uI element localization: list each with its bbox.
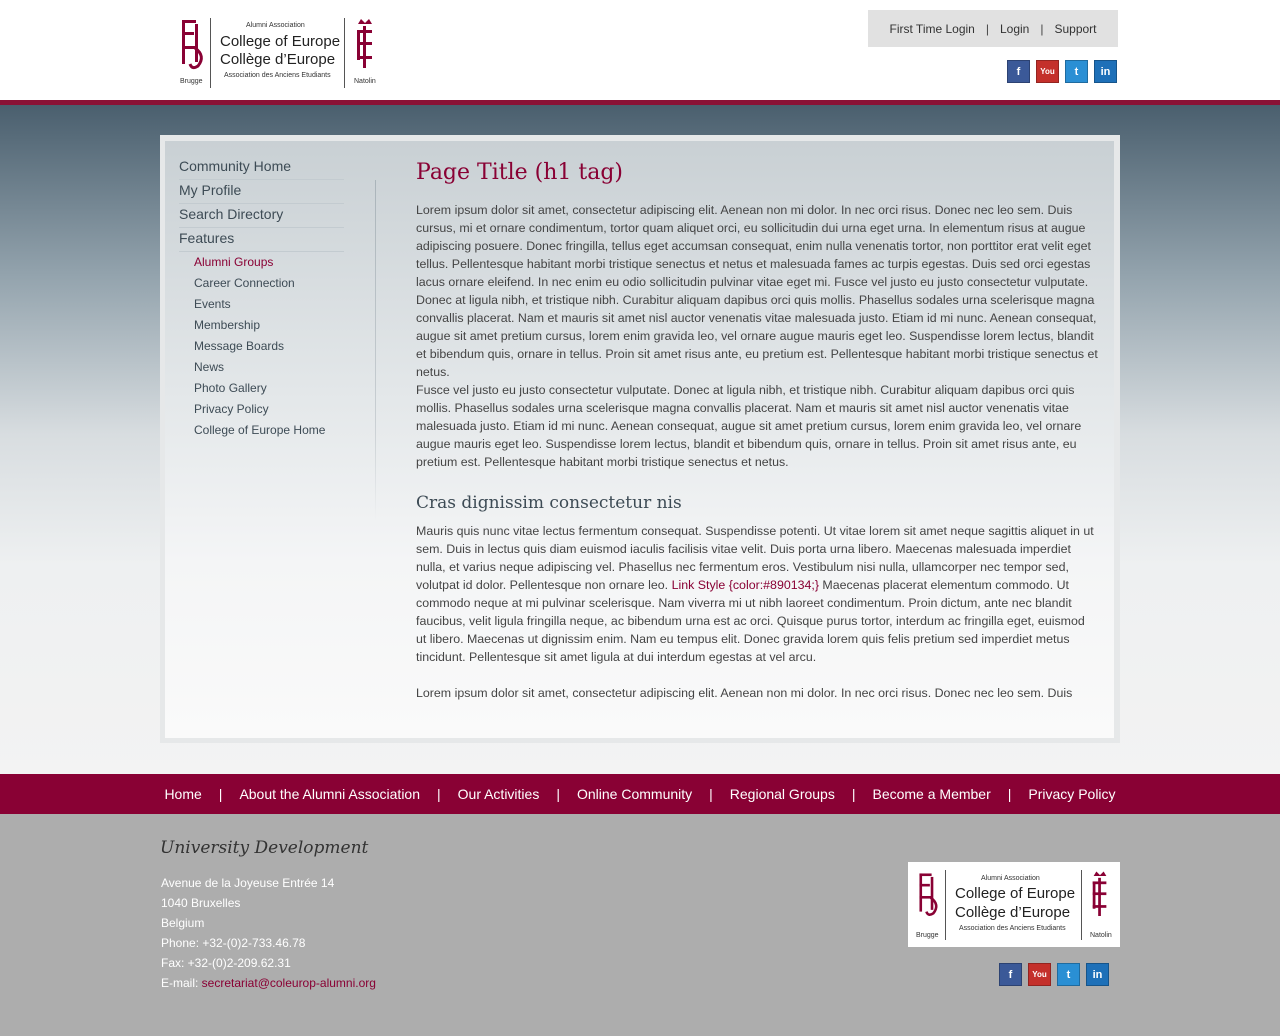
logo-divider bbox=[210, 18, 211, 88]
body-paragraph: Lorem ipsum dolor sit amet, consectetur adipiscing elit. Aenean non mi dolor. In nec orci risus. Donec nec leo sem. Duis bbox=[416, 686, 1073, 700]
logo-natolin-label: Natolin bbox=[354, 78, 376, 85]
address-email-row bbox=[161, 973, 376, 993]
footer-link-regional-groups[interactable]: Regional Groups bbox=[729, 786, 835, 802]
youtube-icon[interactable]: You bbox=[1036, 60, 1059, 83]
youtube-icon[interactable]: You bbox=[1028, 963, 1051, 986]
address-phone: Phone: +32-(0)2-733.46.78 bbox=[161, 936, 306, 950]
twitter-icon[interactable]: t bbox=[1065, 60, 1088, 83]
first-time-login-link[interactable]: First Time Login bbox=[889, 21, 975, 36]
separator: | bbox=[985, 21, 989, 36]
logo-line2: Collège d’Europe bbox=[220, 51, 336, 68]
linkedin-icon[interactable]: in bbox=[1094, 60, 1117, 83]
body-paragraph: Lorem ipsum dolor sit amet, consectetur adipiscing elit. Aenean non mi dolor. In nec orci risus. Donec nec leo sem. Duis cursus, mi et ornare condimentum, tortor quam aliquet orci, eu sollicitudin dui urna eget urna. In elementum risus at augue adipiscing posuere. Donec fringilla, tellus eget accumsan consequat, enim nulla venenatis tortor, non porttitor erat velit eget tellus. Pellentesque habitant morbi tristique senectus et netus et malesuada fames ac turpis egestas. Duis sed orci egestas lacus ornare eleifend. In nec enim eu odio sollicitudin pulvinar vitae eget mi. Fusce vel justo eu justo consectetur vulputate. Donec at ligula nibh, et tristique nibh. Curabitur aliquam dapibus orci quis mollis. Phasellus sodales urna scelerisque magna convallis placerat. Nam et mauris sit amet nisl auctor venenatis vitae malesuada justo. Etiam id mi nunc. Aenean consequat, augue sit amet pretium cursus, lorem enim gravida leo, vel ornare augue mauris eget leo. Suspendisse lorem lectus, blandit et bibendum quis, ornare in tellus. Proin sit amet risus ante, eu pretium est. Pellentesque habitant morbi tristique senectus et netus. bbox=[416, 203, 1098, 379]
twitter-icon[interactable]: t bbox=[1057, 963, 1080, 986]
email-label: E-mail: bbox=[161, 976, 202, 990]
logo-line1: College of Europe bbox=[955, 885, 1076, 902]
top-links-bar bbox=[868, 10, 1118, 47]
separator: | bbox=[556, 786, 560, 802]
footer-link-become-member[interactable]: Become a Member bbox=[872, 786, 991, 802]
main-content bbox=[416, 158, 1098, 702]
sidebar-subitem-message-boards[interactable]: Message Boards bbox=[194, 339, 285, 353]
logo-line2: Collège d’Europe bbox=[955, 904, 1071, 921]
linkedin-icon[interactable]: in bbox=[1086, 963, 1109, 986]
separator: | bbox=[1040, 21, 1044, 36]
footer-link-privacy-policy[interactable]: Privacy Policy bbox=[1028, 786, 1116, 802]
separator: | bbox=[851, 786, 856, 802]
logo-divider bbox=[1081, 870, 1082, 940]
separator: | bbox=[1007, 786, 1012, 802]
college-of-europe-logo[interactable] bbox=[178, 16, 378, 90]
address-fax: Fax: +32-(0)2-209.62.31 bbox=[161, 956, 291, 970]
footer-link-online-community[interactable]: Online Community bbox=[576, 786, 693, 802]
separator: | bbox=[437, 786, 441, 802]
sidebar-subitem-news[interactable]: News bbox=[194, 360, 225, 374]
logo-divider bbox=[344, 18, 345, 88]
brugge-crest-icon bbox=[178, 18, 208, 74]
footer-title: University Development bbox=[160, 838, 369, 858]
natolin-crest-icon bbox=[1090, 870, 1110, 922]
logo-top-small: Alumni Association bbox=[981, 875, 1040, 882]
sidebar-item-community-home[interactable]: Community Home bbox=[179, 156, 344, 180]
facebook-icon[interactable]: f bbox=[1007, 60, 1030, 83]
logo-line3: Association des Anciens Etudiants bbox=[224, 72, 331, 79]
sidebar-nav bbox=[179, 156, 349, 252]
email-link[interactable]: secretariat@coleurop-alumni.org bbox=[201, 976, 376, 990]
separator: | bbox=[709, 786, 713, 802]
logo-line1: College of Europe bbox=[220, 33, 341, 50]
sidebar-subitem-career-connection[interactable]: Career Connection bbox=[194, 276, 295, 290]
footer-logo[interactable] bbox=[908, 862, 1120, 947]
support-link[interactable]: Support bbox=[1054, 21, 1097, 36]
facebook-icon[interactable]: f bbox=[999, 963, 1022, 986]
footer-link-activities[interactable]: Our Activities bbox=[457, 786, 540, 802]
header-social-icons bbox=[1007, 60, 1117, 83]
footer-nav bbox=[0, 774, 1280, 814]
footer-address bbox=[161, 873, 376, 993]
footer-social-icons bbox=[999, 963, 1109, 986]
address-line: Belgium bbox=[161, 916, 205, 930]
paragraph-text: Mauris quis nunc vitae lectus fermentum consequat. Suspendisse potenti. Ut vitae lorem sit amet neque sagittis aliquet in ut sem. Duis in lectus quis diam euismod iaculis facilisis vitae velit. Duis porta urna libero. Maecenas malesuada imperdiet nulla, et varius neque adipiscing vel. Phasellus nec fermentum eros. Vestibulum nisi nulla, ullamcorper nec tempor sed, volutpat id dolor. Pellentesque non ornare leo. bbox=[416, 524, 1094, 592]
sidebar-subitem-college-of-europe-home[interactable]: College of Europe Home bbox=[194, 423, 326, 437]
section-heading: Cras dignissim consectetur nis bbox=[416, 493, 682, 513]
paragraph-text: Maecenas placerat elementum commodo. Ut commodo neque at mi pulvinar scelerisque. Nam viverra mi ut nibh laoreet condimentum. Proin dictum, ante nec blandit faucibus, velit ligula fringilla neque, ac bibendum urna est ac orci. Quisque purus tortor, interdum ac fringilla eget, euismod ut libero. Maecenas ut dignissim enim. Nam eu tempus elit. Donec gravida lorem quis felis pretium sed imperdiet metus tincidunt. Pellentesque sit amet ligula at dui interdum egestas at vel arcu. bbox=[416, 578, 1085, 664]
logo-brugge-label: Brugge bbox=[916, 932, 939, 939]
sidebar-item-search-directory[interactable]: Search Directory bbox=[179, 204, 344, 228]
logo-divider bbox=[945, 870, 946, 940]
sidebar-subitem-privacy-policy[interactable]: Privacy Policy bbox=[194, 402, 269, 416]
sidebar-divider bbox=[375, 180, 376, 520]
page-title: Page Title (h1 tag) bbox=[416, 160, 623, 185]
address-line: Avenue de la Joyeuse Entrée 14 bbox=[161, 876, 335, 890]
logo-brugge-label: Brugge bbox=[180, 78, 203, 85]
footer-link-about[interactable]: About the Alumni Association bbox=[239, 786, 420, 802]
logo-top-small: Alumni Association bbox=[246, 22, 305, 29]
login-link[interactable]: Login bbox=[999, 21, 1030, 36]
footer-link-home[interactable]: Home bbox=[164, 786, 202, 802]
body-paragraph: Fusce vel justo eu justo consectetur vulputate. Donec at ligula nibh, et tristique nibh. Curabitur aliquam dapibus orci quis mollis. Phasellus sodales urna scelerisque magna convallis placerat. Nam et mauris sit amet nisl auctor venenatis vitae malesuada justo. Etiam id mi nunc. Aenean consequat, augue sit amet pretium cursus, lorem enim gravida leo, vel ornare augue mauris eget leo. Suspendisse lorem lectus, blandit et bibendum quis, ornare in tellus. Proin sit amet risus ante, eu pretium est. Pellentesque habitant morbi tristique senectus et netus. bbox=[416, 383, 1082, 469]
brugge-crest-icon bbox=[916, 870, 942, 922]
sidebar-subitem-alumni-groups[interactable]: Alumni Groups bbox=[194, 255, 274, 269]
natolin-crest-icon bbox=[354, 18, 376, 74]
separator: | bbox=[218, 786, 223, 802]
logo-natolin-label: Natolin bbox=[1090, 932, 1112, 939]
body-paragraph bbox=[416, 522, 1098, 666]
sidebar-subitem-membership[interactable]: Membership bbox=[194, 318, 261, 332]
sidebar-item-features[interactable]: Features bbox=[179, 228, 344, 252]
address-line: 1040 Bruxelles bbox=[161, 896, 241, 910]
sidebar-subnav bbox=[194, 253, 325, 442]
sidebar-subitem-events[interactable]: Events bbox=[194, 297, 231, 311]
sidebar-item-my-profile[interactable]: My Profile bbox=[179, 180, 344, 204]
logo-line3: Association des Anciens Etudiants bbox=[959, 925, 1066, 932]
sidebar-subitem-photo-gallery[interactable]: Photo Gallery bbox=[194, 381, 267, 395]
site-header bbox=[0, 0, 1280, 100]
inline-link[interactable]: Link Style {color:#890134;} bbox=[671, 578, 819, 592]
